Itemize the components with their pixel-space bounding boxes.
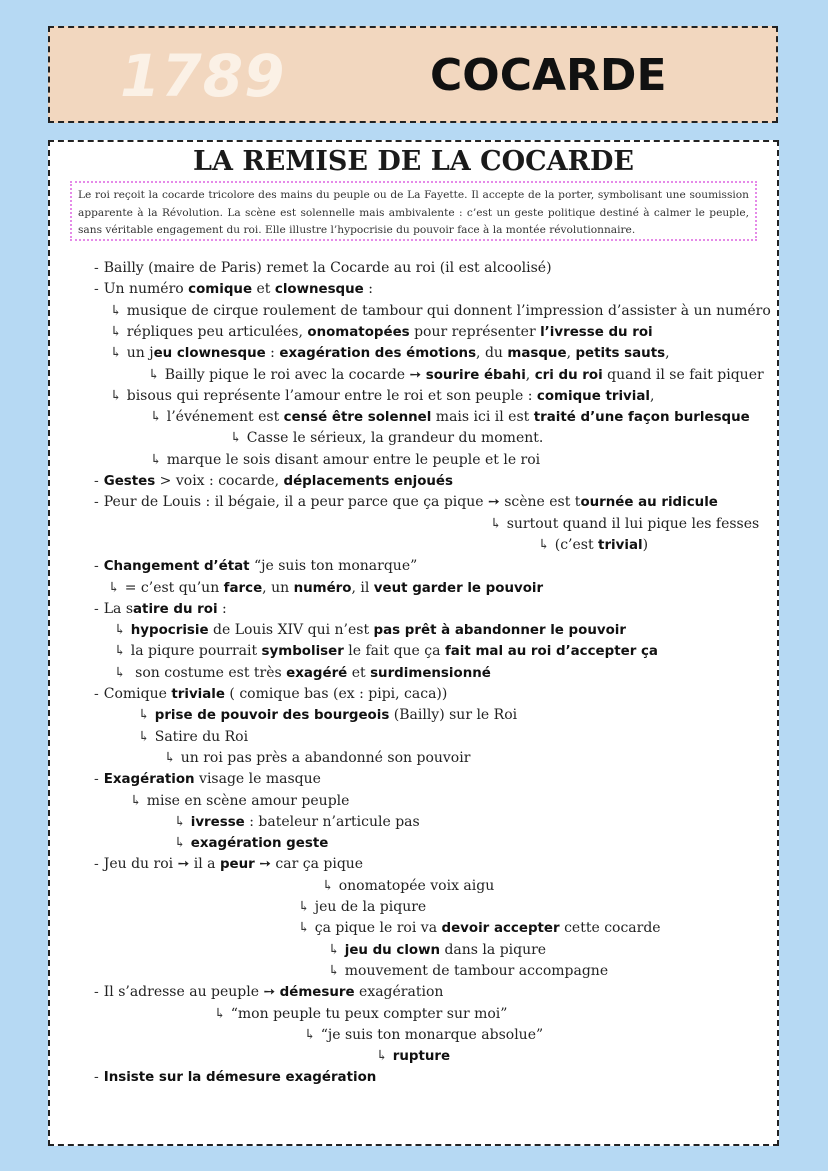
- note-line: [94, 258, 552, 279]
- text: scène est t: [499, 494, 581, 511]
- bold-text: ournée au ridicule: [580, 495, 718, 511]
- note-line: [230, 428, 543, 449]
- note-line: [304, 1025, 543, 1046]
- note-line: [174, 833, 328, 854]
- bold-text: trivial: [598, 537, 643, 553]
- text: Bailly (maire de Paris) remet la Cocarde au roi (il est alcoolisé): [103, 260, 552, 276]
- text: :: [363, 281, 373, 298]
- text: Un numéro: [103, 281, 189, 298]
- bold-text: pas prêt à abandonner le pouvoir: [373, 623, 626, 639]
- sub-arrow-icon: ↳: [148, 366, 160, 383]
- sub-arrow-icon: ↳: [490, 515, 502, 532]
- note-line: [114, 620, 626, 641]
- bold-text: Insiste sur la démesure exagération: [103, 1070, 377, 1086]
- sub-arrow-icon: ↳: [150, 409, 162, 426]
- bold-text: cri du roi: [534, 367, 603, 383]
- bold-text: rupture: [392, 1049, 451, 1065]
- text: Jeu du roi: [103, 856, 178, 873]
- note-line: [328, 940, 546, 961]
- bullet-dash: -: [94, 771, 99, 788]
- intro-box: Le roi reçoit la cocarde tricolore des mains du peuple ou de La Fayette. Il accepte de la porter, symbolisant une soumission apparente à la Révolution. La scène est solennelle mais ambivalente : c’est un geste politique destiné à calmer le peuple, sans véritable engagement du roi. Elle illustre l’hypocrisie du pouvoir face à la montée révolutionnaire.: [70, 181, 757, 241]
- note-line: [94, 982, 443, 1003]
- bold-text: surdimensionné: [370, 665, 491, 681]
- note-line: [94, 1067, 376, 1088]
- bold-text: eu clownesque: [153, 346, 266, 362]
- sub-arrow-icon: ↳: [114, 622, 126, 639]
- bold-text: petits sauts: [575, 346, 666, 362]
- notes-card: [48, 140, 779, 1146]
- topic-title: COCARDE: [430, 50, 667, 101]
- note-line: [538, 535, 648, 556]
- text: mise en scène amour peuple: [146, 792, 350, 809]
- text: et: [252, 281, 275, 298]
- year-label: 1789: [120, 42, 286, 110]
- notes-list: [50, 142, 777, 1144]
- note-line: [130, 791, 349, 812]
- text: et: [347, 664, 371, 681]
- bold-text: triviale: [171, 687, 225, 702]
- bullet-dash: -: [94, 281, 99, 298]
- text: surtout quand il lui pique les fesses: [506, 515, 760, 532]
- note-line: [138, 705, 517, 726]
- text: :: [217, 600, 227, 617]
- bold-text: farce: [223, 580, 263, 596]
- note-line: [328, 961, 608, 982]
- sub-arrow-icon: ↳: [328, 941, 340, 958]
- text: La s: [103, 600, 134, 617]
- sub-arrow-icon: ↳: [328, 962, 340, 979]
- text: ,: [665, 345, 670, 362]
- bullet-dash: -: [94, 1069, 99, 1086]
- text: de Louis XIV qui n’est: [208, 622, 374, 639]
- bold-text: symboliser: [261, 644, 344, 660]
- note-line: [376, 1046, 450, 1067]
- text: dans la piqure: [440, 941, 547, 958]
- bold-text: onomatopées: [307, 324, 410, 340]
- sub-arrow-icon: ↳: [164, 749, 176, 766]
- note-line: [94, 769, 321, 790]
- bold-text: censé être solennel: [283, 410, 432, 426]
- text: marque le sois disant amour entre le peuple et le roi: [166, 451, 541, 468]
- text: onomatopée voix aigu: [338, 877, 495, 894]
- bold-text: l’ivresse du roi: [540, 324, 653, 340]
- sub-arrow-icon: ↳: [214, 1005, 226, 1022]
- text: “je suis ton monarque”: [249, 558, 418, 575]
- note-line: [110, 301, 771, 322]
- text: “mon peuple tu peux compter sur moi”: [230, 1005, 508, 1022]
- text: mouvement de tambour accompagne: [344, 962, 609, 979]
- note-line: [298, 918, 661, 939]
- text: un j: [126, 345, 154, 362]
- note-line: [110, 322, 653, 343]
- sub-arrow-icon: ↳: [230, 430, 242, 447]
- note-line: [94, 279, 373, 300]
- text: musique de cirque roulement de tambour qui donnent l’impression d’assister à un numéro: [126, 302, 771, 319]
- text: ): [642, 536, 649, 553]
- bullet-dash: -: [94, 984, 99, 1001]
- bullet-dash: -: [94, 494, 99, 511]
- sub-arrow-icon: ↳: [174, 835, 186, 852]
- note-line: [94, 854, 363, 875]
- bullet-dash: -: [94, 260, 99, 276]
- note-line: [94, 556, 417, 577]
- text: répliques peu articulées,: [126, 323, 308, 340]
- bold-text: atire du roi: [133, 601, 218, 617]
- bold-text: peur: [219, 857, 255, 873]
- bold-text: Gestes: [103, 474, 156, 489]
- bold-text: devoir accepter: [441, 921, 560, 937]
- header-banner: [48, 26, 778, 123]
- text: quand il se fait piquer: [602, 366, 764, 383]
- text: bisous qui représente l’amour entre le roi et son peuple :: [126, 387, 537, 404]
- text: ,: [566, 345, 576, 362]
- text: (Bailly) sur le Roi: [389, 707, 518, 724]
- note-line: [114, 663, 491, 684]
- text: Casse le sérieux, la grandeur du moment.: [246, 430, 544, 447]
- note-line: [94, 492, 718, 513]
- bold-text: exagéré: [286, 665, 348, 681]
- text: , du: [476, 345, 508, 362]
- note-line: [298, 897, 426, 918]
- note-line: [490, 514, 759, 535]
- bold-text: déplacements enjoués: [283, 474, 453, 489]
- sub-arrow-icon: ↳: [304, 1026, 316, 1043]
- sub-arrow-icon: ↳: [110, 302, 122, 319]
- note-line: [164, 748, 470, 769]
- text: Bailly pique le roi avec la cocarde: [164, 366, 410, 383]
- note-line: [114, 641, 658, 662]
- note-line: [94, 471, 453, 492]
- text: un roi pas près a abandonné son pouvoir: [180, 749, 471, 766]
- sub-arrow-icon: ↳: [298, 920, 310, 937]
- text: , un: [262, 579, 294, 596]
- sub-arrow-icon: ↳: [538, 536, 550, 553]
- bold-text: comique trivial: [536, 388, 651, 404]
- note-line: [150, 407, 750, 428]
- text: Comique: [103, 686, 172, 702]
- note-line: [138, 727, 248, 748]
- note-line: [214, 1004, 507, 1025]
- bold-text: démesure: [279, 985, 355, 1001]
- sub-arrow-icon: ↳: [110, 387, 122, 404]
- sub-arrow-icon: ↳: [130, 792, 142, 809]
- text: pour représenter: [409, 323, 541, 340]
- text: (c’est: [554, 536, 599, 553]
- sub-arrow-icon: ↳: [110, 323, 122, 340]
- text: l’événement est: [166, 409, 284, 426]
- bold-text: Changement d’état: [103, 559, 250, 575]
- sub-arrow-icon: ↳: [114, 664, 126, 681]
- text: son costume est très: [130, 664, 287, 681]
- bold-text: sourire ébahi: [425, 367, 526, 383]
- bold-text: numéro: [293, 580, 352, 596]
- note-line: [94, 684, 447, 705]
- arrow-icon: ➙: [259, 856, 271, 873]
- bold-text: traité d’une façon burlesque: [533, 410, 750, 426]
- sub-arrow-icon: ↳: [110, 345, 122, 362]
- bold-text: comique: [188, 282, 253, 298]
- bold-text: ivresse: [190, 814, 245, 830]
- text: > voix : cocarde,: [155, 473, 284, 489]
- arrow-icon: ➙: [177, 856, 190, 873]
- bullet-dash: -: [94, 558, 99, 575]
- bold-text: veut garder le pouvoir: [373, 580, 544, 596]
- sub-arrow-icon: ↳: [174, 813, 186, 830]
- note-line: [110, 386, 654, 407]
- sub-arrow-icon: ↳: [150, 451, 162, 468]
- text: ( comique bas (ex : pipi, caca)): [224, 686, 448, 702]
- bold-text: clownesque: [274, 282, 364, 298]
- text: Satire du Roi: [154, 728, 249, 745]
- note-line: [322, 876, 494, 897]
- sub-arrow-icon: ↳: [138, 707, 150, 724]
- text: “je suis ton monarque absolue”: [320, 1026, 544, 1043]
- text: = c’est qu’un: [124, 579, 224, 596]
- note-line: [148, 365, 764, 386]
- sub-arrow-icon: ↳: [138, 728, 150, 745]
- text: : bateleur n’articule pas: [244, 813, 420, 830]
- bold-text: prise de pouvoir des bourgeois: [154, 708, 390, 724]
- note-line: [174, 812, 420, 833]
- bold-text: Exagération: [103, 772, 195, 788]
- sub-arrow-icon: ↳: [114, 643, 126, 660]
- text: ,: [650, 387, 655, 404]
- arrow-icon: ➙: [263, 984, 276, 1001]
- sub-arrow-icon: ↳: [322, 877, 334, 894]
- bold-text: jeu du clown: [344, 942, 441, 958]
- text: visage le masque: [194, 771, 321, 788]
- text: mais ici il est: [431, 409, 534, 426]
- text: Il s’adresse au peuple: [103, 984, 264, 1001]
- section-title: LA REMISE DE LA COCARDE: [193, 146, 634, 177]
- sub-arrow-icon: ↳: [298, 899, 310, 915]
- note-line: [110, 343, 670, 364]
- text: la piqure pourrait: [130, 643, 262, 660]
- text: exagération: [354, 984, 444, 1001]
- text: cette cocarde: [559, 920, 661, 937]
- arrow-icon: ➙: [488, 494, 500, 511]
- bullet-dash: -: [94, 473, 99, 489]
- sub-arrow-icon: ↳: [108, 579, 120, 596]
- text: le fait que ça: [343, 643, 445, 660]
- bold-text: masque: [507, 346, 567, 362]
- note-line: [150, 450, 540, 471]
- text: jeu de la piqure: [314, 899, 427, 915]
- text: car ça pique: [270, 856, 364, 873]
- note-line: [94, 599, 227, 620]
- arrow-icon: ➙: [409, 366, 422, 383]
- sub-arrow-icon: ↳: [376, 1048, 388, 1065]
- text: il a: [189, 856, 220, 873]
- text: :: [265, 345, 280, 362]
- bold-text: fait mal au roi d’accepter ça: [444, 644, 658, 660]
- text: ,: [525, 366, 535, 383]
- bold-text: exagération des émotions: [279, 346, 477, 362]
- bullet-dash: -: [94, 686, 99, 702]
- bold-text: exagération geste: [190, 836, 329, 852]
- text: ça pique le roi va: [314, 920, 442, 937]
- note-line: [108, 578, 543, 599]
- bullet-dash: -: [94, 600, 99, 617]
- text: Peur de Louis : il bégaie, il a peur parce que ça pique: [103, 494, 489, 511]
- bullet-dash: -: [94, 856, 99, 873]
- text: , il: [351, 579, 374, 596]
- bold-text: hypocrisie: [130, 623, 209, 639]
